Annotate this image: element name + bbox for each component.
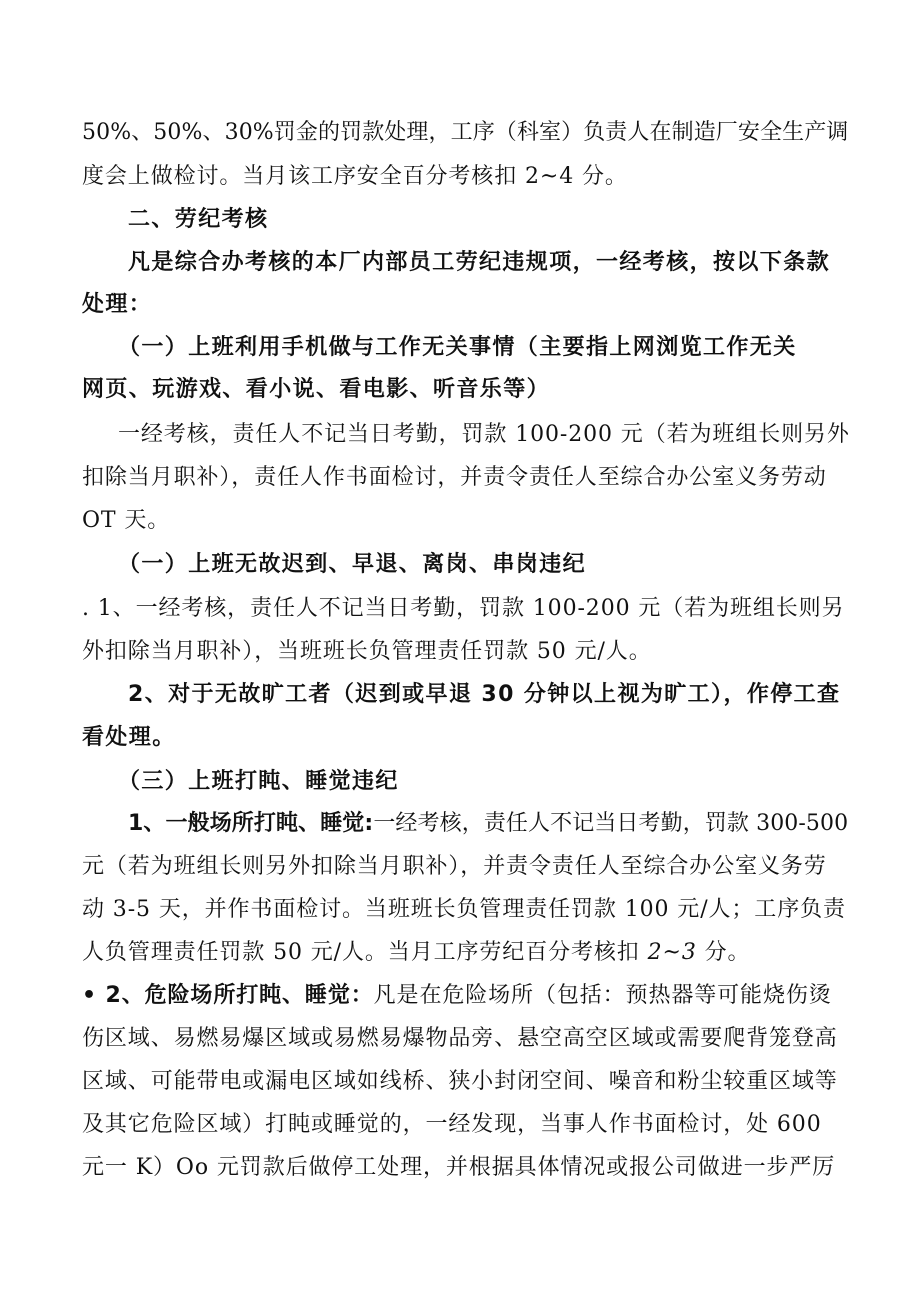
paragraph-line: OT 天。 — [82, 508, 171, 533]
paragraph-line: 动 3-5 天，并作书面检讨。当班班长负管理责任罚款 100 元/人；工序负责 — [82, 897, 846, 922]
paragraph-line: 及其它危险区域）打盹或睡觉的，一经发现，当事人作书面检讨，处 600 — [82, 1112, 822, 1137]
paragraph-line: 一经考核，责任人不记当日考勤，罚款 100-200 元（若为班组长则另外 — [118, 422, 850, 447]
paragraph-line: 度会上做检讨。当月该工序安全百分考核扣 2~4 分。 — [82, 164, 628, 189]
item2-label: • 2、危险场所打盹、睡觉： — [82, 983, 374, 1008]
section-heading: 二、劳纪考核 — [128, 207, 269, 232]
paragraph-line-score — [82, 938, 750, 968]
item2-text: 凡是在危险场所（包括：预热器等可能烧伤烫 — [373, 983, 832, 1008]
item1-text: 一经考核，责任人不记当日考勤，罚款 300-500 — [373, 811, 849, 836]
paragraph-line: . 1、一经考核，责任人不记当日考勤，罚款 100-200 元（若为班组长则另 — [82, 596, 845, 621]
item1-label: 1、一般场所打盹、睡觉: — [128, 811, 374, 836]
paragraph-line: 伤区域、易燃易爆区域或易燃易爆物品旁、悬空高空区域或需要爬背笼登高 — [82, 1026, 838, 1051]
paragraph-line: 元一 K）Oo 元罚款后做停工处理，并根据具体情况或报公司做进一步严厉 — [82, 1155, 836, 1180]
score-line-text: 人负管理责任罚款 50 元/人。当月工序劳纪百分考核扣 — [82, 940, 648, 965]
paragraph-line: 看处理。 — [82, 725, 176, 750]
subsection-heading: （三）上班打盹、睡觉违纪 — [118, 769, 399, 794]
paragraph-line-item2 — [82, 981, 832, 1011]
paragraph-line: 凡是综合办考核的本厂内部员工劳纪违规项，一经考核，按以下条款 — [128, 250, 831, 275]
subsection-heading: （一）上班无故迟到、早退、离岗、串岗违纪 — [118, 552, 587, 577]
paragraph-line: 外扣除当月职补），当班班长负管理责任罚款 50 元/人。 — [82, 639, 652, 664]
paragraph-line: 区域、可能带电或漏电区域如线桥、狭小封闭空间、噪音和粉尘较重区域等 — [82, 1069, 838, 1094]
paragraph-line-item1 — [128, 809, 848, 839]
paragraph-line: 处理： — [82, 292, 153, 317]
subsection-heading-continued: 网页、玩游戏、看小说、看电影、听音乐等） — [82, 377, 551, 402]
score-line-end: 分。 — [696, 940, 751, 965]
score-value: 2~3 — [647, 940, 697, 965]
paragraph-line: 50%、50%、30%罚金的罚款处理，工序（科室）负责人在制造厂安全生产调 — [82, 120, 849, 145]
paragraph-line: 元（若为班组长则另外扣除当月职补），并责令责任人至综合办公室义务劳 — [82, 854, 827, 879]
subsection-heading: （一）上班利用手机做与工作无关事情（主要指上网浏览工作无关 — [118, 335, 797, 360]
paragraph-line: 扣除当月职补），责任人作书面检讨，并责令责任人至综合办公室义务劳动 — [82, 465, 827, 490]
paragraph-line: 2、对于无故旷工者（迟到或早退 30 分钟以上视为旷工），作停工查 — [128, 682, 841, 707]
